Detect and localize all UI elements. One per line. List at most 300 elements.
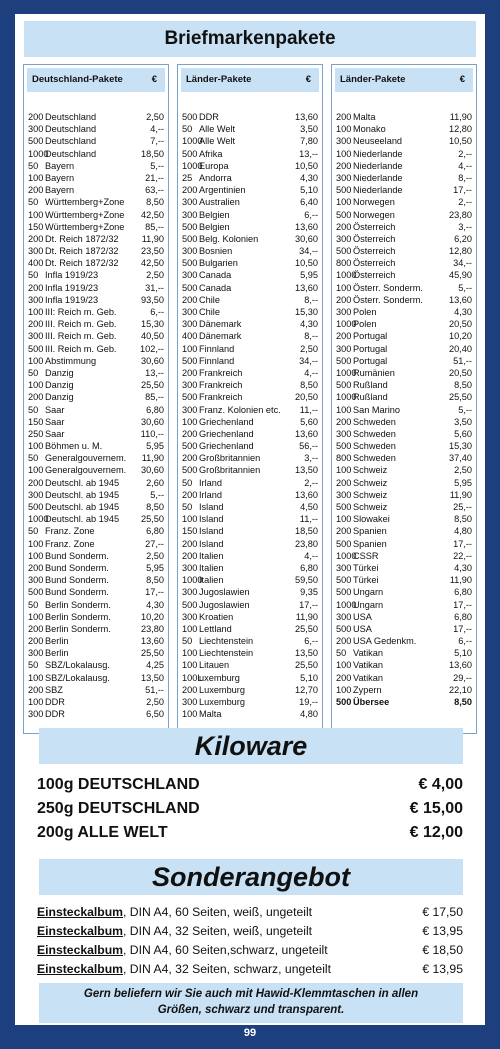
price-row [28,489,164,501]
price: 102,-- [139,343,164,354]
price-row [182,513,318,525]
price-row [28,343,164,355]
price: 6,-- [304,636,318,647]
price-row [182,696,318,708]
quantity: 50 [28,660,39,671]
quantity: 100 [28,380,44,391]
price-row [336,221,472,233]
price-row [336,501,472,513]
price: 51,-- [145,684,164,695]
quantity: 300 [336,611,352,622]
item-name: Danzig [45,380,74,391]
item-name: Belg. Kolonien [199,233,259,244]
item-name: Schweden [353,441,396,452]
quantity: 200 [182,185,198,196]
item-name: Malta [199,709,222,720]
quantity: 300 [336,136,352,147]
quantity: 200 [336,416,352,427]
item-name: Schweiz [353,502,388,512]
price: 2,50 [146,270,164,281]
quantity: 300 [182,307,198,317]
price-row [28,696,164,708]
price: 3,-- [458,221,472,232]
price: 5,10 [300,185,318,196]
price: 21,-- [145,172,164,183]
price-row [336,452,472,464]
quantity: 500 [182,599,198,610]
item-name: Liechtenstein [199,648,254,659]
price: 23,80 [449,209,472,220]
quantity: 500 [336,575,352,586]
quantity: 200 [28,684,44,695]
price-row [182,221,318,233]
item-name: Türkei [353,562,379,573]
price: 13,60 [141,636,164,647]
price-row [336,623,472,635]
price: 5,-- [150,160,164,171]
price: 19,-- [299,697,318,707]
price-row [28,111,164,123]
item-name: Bayern [45,160,75,171]
price-row [28,440,164,452]
price: 85,-- [145,221,164,232]
item-name: Türkei [353,575,379,586]
item-name: San Marino [353,404,400,415]
price-row [336,586,472,598]
item-name: Generalgouvernem. [45,465,127,476]
item-name: Schweiz [353,477,388,488]
price-row [182,269,318,281]
item-name: Chile [199,294,220,305]
quantity: 500 [336,538,352,549]
item-name: Großbritannien [199,453,261,464]
item-name: Schweiz [353,489,388,500]
quantity: 100 [28,611,44,622]
quantity: 100 [28,209,44,220]
price: 3,-- [304,453,318,464]
price: 8,50 [146,575,164,586]
footer-note [39,983,463,1023]
quantity: 300 [182,197,198,208]
price: 23,50 [141,246,164,257]
price-row [182,209,318,221]
item-name: Luxemburg [199,697,245,707]
item-name: Schweden [353,416,396,427]
item-name: Berlin Sonderm. [45,599,111,610]
catalog-page [15,14,485,1025]
quantity: 150 [182,526,198,537]
price: 15,30 [141,319,164,330]
price-column-countries-1 [177,64,323,734]
price: 22,10 [449,684,472,695]
quantity: 300 [28,331,44,342]
price: 5,95 [146,562,164,573]
price: 5,-- [458,282,472,293]
price: 11,90 [141,233,164,244]
item-name: Liechtenstein [199,636,254,647]
price: 17,-- [453,538,472,549]
price-row [28,562,164,574]
quantity: 500 [182,465,198,476]
item-name: Dt. Reich 1872/32 [45,233,119,244]
price: 2,50 [146,112,164,122]
price: 11,90 [141,453,164,464]
price: 110,-- [140,428,164,439]
quantity: 100 [182,343,198,354]
price: 13,60 [295,489,318,500]
offer-price: € 17,50 [422,905,463,919]
price-row [182,306,318,318]
price: 4,-- [150,124,164,135]
price-row [28,525,164,537]
quantity: 100 [336,684,352,695]
price: 17,-- [453,185,472,196]
price: 63,-- [145,185,164,196]
quantity: 500 [182,441,198,452]
price: 4,-- [304,550,318,561]
price-row [336,428,472,440]
item-name: Schweiz [353,465,388,476]
item-name: Danzig [45,392,74,403]
price-row [28,184,164,196]
quantity: 300 [336,428,352,439]
price-row [28,233,164,245]
item-name: Island [199,526,224,537]
price: 5,10 [300,672,318,683]
item-name: Zypern [353,684,382,695]
quantity: 200 [182,550,198,561]
price: 6,20 [454,233,472,244]
price-row [336,111,472,123]
quantity: 400 [28,258,44,269]
price: 13,50 [295,648,318,659]
quantity: 100 [336,124,352,135]
quantity: 500 [182,258,198,269]
price: 34,-- [299,355,318,366]
item-name: Litauen [199,660,230,671]
price: 5,60 [454,428,472,439]
kiloware-price: € 4,00 [418,776,463,793]
price-row [182,611,318,623]
price: 13,50 [295,465,318,476]
price: 11,-- [299,514,318,525]
price-row [336,489,472,501]
price: 20,50 [295,392,318,403]
quantity: 50 [182,124,193,135]
quantity: 1000 [336,550,357,561]
item-name: Saar [45,428,65,439]
quantity: 800 [336,258,352,269]
price-row [28,269,164,281]
price: 5,95 [300,270,318,281]
item-name: Rumänien [353,367,395,378]
kiloware-price: € 12,00 [409,824,463,841]
item-name: Kroatien [199,611,234,622]
sonderangebot-heading: Sonderangebot [39,859,463,895]
price-row [336,464,472,476]
price-row [336,196,472,208]
price: 4,-- [458,160,472,171]
price-list [336,111,472,708]
item-name: Dänemark [199,319,242,330]
item-name: Deutschl. ab 1945 [45,489,120,500]
quantity: 500 [182,355,198,366]
price: 40,50 [141,331,164,342]
quantity: 500 [28,343,44,354]
price-row [182,184,318,196]
price-row [28,160,164,172]
price-row [336,647,472,659]
price-row [182,391,318,403]
price: 2,50 [146,550,164,561]
item-name: Andorra [199,172,232,183]
price: 45,90 [449,270,472,281]
price-row [182,379,318,391]
quantity: 500 [336,209,352,220]
price: 4,30 [454,562,472,573]
item-name: Frankreich [199,367,243,378]
quantity: 1000 [336,392,357,403]
quantity: 200 [28,392,44,403]
item-name: Rußland [353,380,388,391]
quantity: 200 [336,526,352,537]
item-name: Berlin Sonderm. [45,611,111,622]
price: 6,80 [454,611,472,622]
item-name: Slowakei [353,514,390,525]
item-name: Böhmen u. M. [45,441,103,452]
price: 17,-- [145,587,164,598]
item-name: Afrika [199,148,223,159]
offer-price: € 13,95 [422,962,463,976]
quantity: 100 [182,709,198,720]
item-name: Dt. Reich 1872/32 [45,246,119,257]
price: 2,50 [146,697,164,707]
item-name: Infla 1919/23 [45,294,99,305]
price-row [28,123,164,135]
price: 25,50 [141,514,164,525]
price-row [182,233,318,245]
price-row [182,428,318,440]
price-row [336,123,472,135]
currency-label: € [459,74,465,85]
price: 10,50 [295,258,318,269]
item-name: Frankreich [199,392,243,403]
price: 20,50 [449,319,472,330]
quantity: 500 [336,355,352,366]
offer-desc: , DIN A4, 60 Seiten,schwarz, ungeteilt [123,943,328,957]
price-list [182,111,318,720]
price: 18,50 [295,526,318,537]
price-row [182,404,318,416]
quantity: 300 [28,709,44,720]
item-name: Bulgarien [199,258,238,269]
price-row [28,574,164,586]
price-row [336,416,472,428]
price: 12,80 [449,246,472,257]
price-column-countries-2 [331,64,477,734]
quantity: 100 [28,697,44,707]
item-name: Griechenland [199,441,254,452]
item-name: Belgien [199,221,230,232]
quantity: 1000 [336,319,357,330]
quantity: 200 [182,428,198,439]
kiloware-heading: Kiloware [39,728,463,764]
price: 18,50 [141,148,164,159]
quantity: 25 [182,172,193,183]
quantity: 250 [28,428,44,439]
price: 30,60 [141,416,164,427]
price-row [336,282,472,294]
quantity: 200 [28,319,44,330]
price: 42,50 [141,209,164,220]
quantity: 300 [336,562,352,573]
quantity: 100 [28,672,44,683]
price-row [336,233,472,245]
item-name: Polen [353,319,377,330]
item-name: Portugal [353,343,388,354]
item-name: Bund Sonderm. [45,562,109,573]
price-row [182,525,318,537]
price: 3,50 [454,416,472,427]
price: 9,35 [300,587,318,598]
quantity: 300 [182,380,198,391]
item-name: Deutschl. ab 1945 [45,502,120,512]
quantity: 100 [28,307,44,317]
quantity: 100 [182,514,198,525]
quantity: 200 [336,294,352,305]
quantity: 300 [182,404,198,415]
footer-line: Größen, schwarz und transparent. [157,1004,345,1016]
item-name: Italien [199,575,224,586]
price-row [28,623,164,635]
price-row [28,659,164,671]
price-row [28,550,164,562]
price: 2,50 [454,465,472,476]
price: 5,95 [454,477,472,488]
price-row [182,623,318,635]
item-name: Griechenland [199,428,254,439]
quantity: 200 [182,538,198,549]
quantity: 200 [182,489,198,500]
quantity: 1000 [182,136,203,147]
item-name: CSSR [353,550,379,561]
price-row [28,464,164,476]
price-row [182,282,318,294]
price: 6,80 [146,404,164,415]
price-row [182,586,318,598]
quantity: 1000 [182,160,203,171]
item-name: Niederlande [353,172,403,183]
quantity: 200 [336,636,352,647]
item-name: Portugal [353,355,388,366]
quantity: 200 [182,294,198,305]
price: 4,30 [300,172,318,183]
item-name: Finnland [199,355,235,366]
price: 13,60 [295,112,318,122]
price: 17,-- [453,623,472,634]
quantity: 1000 [28,148,49,159]
item-name: Norwegen [353,197,395,208]
price-row [182,148,318,160]
item-name: Saar [45,404,65,415]
price: 31,-- [145,282,164,293]
price: 12,70 [295,684,318,695]
item-name: Alle Welt [199,124,236,135]
price: 8,50 [454,380,472,391]
price-row [28,501,164,513]
item-name: Österreich [353,258,396,269]
quantity: 300 [182,319,198,330]
price-row [182,477,318,489]
price-row [182,123,318,135]
quantity: 100 [182,648,198,659]
item-name: Neuseeland [353,136,403,147]
quantity: 500 [182,148,198,159]
item-name: Spanien [353,538,387,549]
item-name: Franz. Zone [45,526,95,537]
item-name: Argentinien [199,185,246,196]
quantity: 300 [336,343,352,354]
quantity: 500 [182,221,198,232]
quantity: 1000 [336,599,357,610]
currency-label: € [305,74,311,85]
price: 93,50 [141,294,164,305]
item-name: Italien [199,550,224,561]
quantity: 100 [336,404,352,415]
price: 23,80 [141,623,164,634]
price-row [182,452,318,464]
item-name: Belgien [199,209,230,220]
item-name: Chile [199,307,220,317]
quantity: 300 [28,489,44,500]
column-header [181,68,319,92]
price: 6,80 [300,562,318,573]
price-row [28,294,164,306]
item-name: Deutschl. ab 1945 [45,514,120,525]
price: 13,60 [449,294,472,305]
item-name: Infla 1919/23 [45,270,99,281]
item-name: Dänemark [199,331,242,342]
price: 4,30 [300,319,318,330]
price-row [28,513,164,525]
quantity: 50 [28,599,39,610]
price-row [28,672,164,684]
price: 13,-- [145,367,164,378]
price-row [182,318,318,330]
price-row [336,343,472,355]
price: 4,25 [146,660,164,671]
item-name: Großbritannien [199,465,261,476]
item-name: DDR [45,709,65,720]
price-row [182,172,318,184]
item-name: Irland [199,489,222,500]
price-row [28,391,164,403]
quantity: 100 [336,465,352,476]
price: 11,-- [299,404,318,415]
quantity: 50 [28,197,39,208]
column-header-label: Länder-Pakete [340,74,406,85]
item-name: Griechenland [199,416,254,427]
price-row [182,355,318,367]
quantity: 300 [336,307,352,317]
quantity: 150 [28,416,44,427]
price: 30,60 [295,233,318,244]
offer-price: € 13,95 [422,924,463,938]
item-name: Lettland [199,623,232,634]
price-row [28,245,164,257]
item-name: Jugoslawien [199,599,250,610]
column-header-label: Deutschland-Pakete [32,74,123,85]
